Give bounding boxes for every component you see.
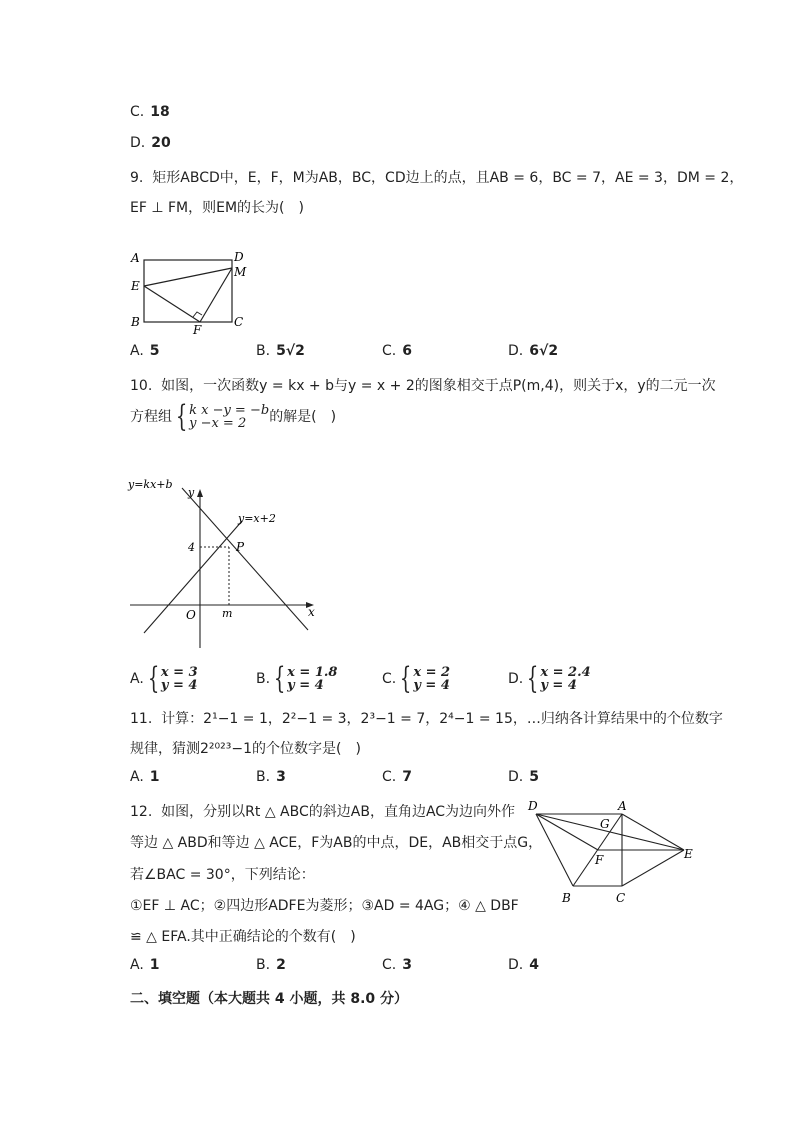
q12-line3: 若∠BAC = 30°，下列结论：	[130, 867, 315, 883]
label-b: B	[562, 891, 571, 905]
q12-option-a: A. 1	[130, 957, 160, 973]
label-d: D	[234, 250, 244, 264]
section-heading-fill-in: 二、填空题（本大题共 4 小题，共 8.0 分）	[130, 991, 409, 1007]
q12-option-c: C. 3	[382, 957, 412, 973]
label-c: C	[616, 891, 626, 905]
q11-option-d: D. 5	[508, 769, 539, 785]
q10-option-b: B. { x = 1.8 y = 4	[256, 661, 338, 696]
segment-ce	[622, 850, 684, 886]
q9-option-b: B. 5√2	[256, 343, 305, 359]
segment-em	[144, 268, 232, 286]
q12-line1: 12. 如图，分别以Rt △ ABC的斜边AB，直角边AC为边向外作	[130, 804, 516, 820]
label-c: C	[234, 315, 244, 329]
q9-option-d: D. 6√2	[508, 343, 559, 359]
q12-line2: 等边 △ ABD和等边 △ ACE，F为AB的中点，DE，AB相交于点G，	[130, 835, 543, 851]
segment-de	[536, 814, 684, 850]
q9-line1: 9. 矩形ABCD中，E，F，M为AB，BC，CD边上的点，且AB = 6，BC = 7，AE = 3，DM = 2，	[130, 170, 744, 186]
line-kx-b	[182, 488, 308, 630]
label-e: E	[684, 847, 693, 861]
segment-ef	[144, 286, 200, 322]
label-y-x-2: y=x+2	[238, 512, 276, 525]
label-y-kx-b: y=kx+b	[128, 478, 173, 491]
label-p: P	[236, 540, 245, 554]
q9-figure	[124, 246, 254, 338]
label-b: B	[131, 315, 140, 329]
q11-option-a: A. 1	[130, 769, 160, 785]
prev-option-c: C. 18	[130, 104, 170, 120]
q9-line2: EF ⊥ FM，则EM的长为( )	[130, 200, 304, 216]
q11-line2: 规律，猜测2²⁰²³−1的个位数字是( )	[130, 741, 361, 757]
q9-option-a: A. 5	[130, 343, 160, 359]
prev-option-d: D. 20	[130, 135, 171, 151]
q10-option-a: A. { x = 3 y = 4	[130, 661, 198, 696]
q12-line5: ≌ △ EFA.其中正确结论的个数有( )	[130, 929, 356, 945]
q10-option-c: C. { x = 2 y = 4	[382, 661, 451, 696]
label-y-axis: y	[188, 486, 195, 499]
label-m: M	[234, 265, 247, 279]
q11-line1: 11. 计算：2¹−1 = 1，2²−1 = 3，2³−1 = 7，2⁴−1 = 15，…归纳各计算结果中的个位数字	[130, 711, 723, 727]
q12-figure	[526, 796, 698, 910]
q12-line4: ①EF ⊥ AC；②四边形ADFE为菱形；③AD = 4AG；④ △ DBF	[130, 898, 519, 914]
label-f: F	[595, 853, 604, 867]
label-f: F	[193, 323, 202, 337]
q12-option-d: D. 4	[508, 957, 539, 973]
y-axis-arrow	[197, 489, 203, 497]
right-angle-mark	[193, 312, 202, 317]
segment-fm	[200, 268, 232, 322]
label-g: G	[600, 817, 610, 831]
label-origin: O	[186, 608, 196, 622]
q12-option-b: B. 2	[256, 957, 286, 973]
label-a: A	[618, 799, 627, 813]
label-four: 4	[188, 541, 195, 554]
label-e: E	[131, 279, 140, 293]
q11-option-b: B. 3	[256, 769, 286, 785]
q10-line2: 方程组 { k x −y = −b y −x = 2 的解是( )	[130, 399, 337, 434]
q9-option-c: C. 6	[382, 343, 412, 359]
q10-graph	[126, 474, 326, 650]
label-a: A	[131, 251, 140, 265]
q10-line1: 10. 如图，一次函数y = kx + b与y = x + 2的图象相交于点P(m,4)，则关于x，y的二元一次	[130, 378, 716, 394]
q11-option-c: C. 7	[382, 769, 412, 785]
label-x-axis: x	[308, 605, 315, 619]
segment-ae	[622, 814, 684, 850]
equation-system: k x −y = −b y −x = 2	[189, 403, 270, 431]
q10-option-d: D. { x = 2.4 y = 4	[508, 661, 591, 696]
label-d: D	[528, 799, 538, 813]
brace-symbol: {	[175, 399, 188, 434]
label-m: m	[222, 607, 233, 620]
